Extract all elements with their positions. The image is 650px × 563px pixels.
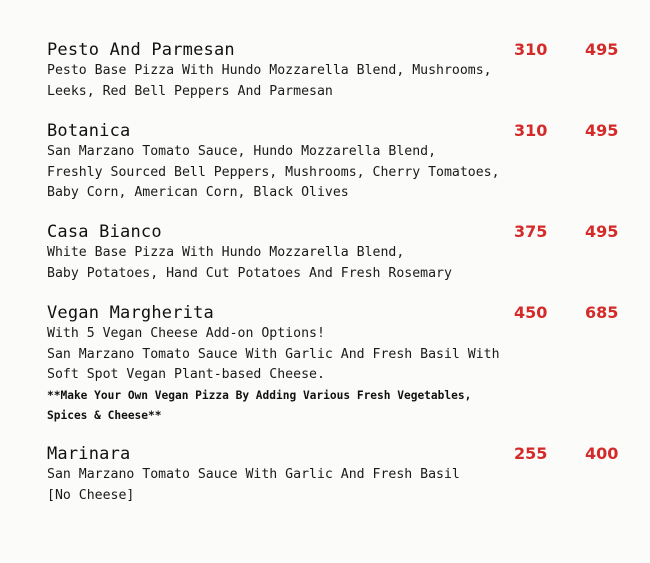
price-large: 400 xyxy=(585,444,619,463)
item-description-line: San Marzano Tomato Sauce With Garlic And Fresh Basil With xyxy=(47,346,500,362)
item-description-line: Freshly Sourced Bell Peppers, Mushrooms, Cherry Tomatoes, xyxy=(47,164,500,180)
item-name: Marinara xyxy=(47,444,131,464)
item-description-line: [No Cheese] xyxy=(47,487,135,503)
menu-item-marinara xyxy=(47,443,637,506)
item-description-line: Soft Spot Vegan Plant-based Cheese. xyxy=(47,367,325,382)
price-large: 495 xyxy=(585,40,619,59)
item-name: Vegan Margherita xyxy=(47,303,214,323)
item-description-line: White Base Pizza With Hundo Mozzarella Blend, xyxy=(47,245,405,260)
price-regular: 450 xyxy=(514,303,548,322)
price-large: 495 xyxy=(585,222,619,241)
menu-item-casa-bianco xyxy=(47,221,637,284)
price-regular: 375 xyxy=(514,222,548,241)
menu-item-vegan-margherita xyxy=(47,302,637,426)
item-description-line: With 5 Vegan Cheese Add-on Options! xyxy=(47,326,325,341)
item-note-line: **Make Your Own Vegan Pizza By Adding Various Fresh Vegetables, xyxy=(47,388,472,402)
menu-item-botanica xyxy=(47,120,637,204)
item-description-line: San Marzano Tomato Sauce, Hundo Mozzarella Blend, xyxy=(47,144,437,159)
item-description-line: Pesto Base Pizza With Hundo Mozzarella Blend, Mushrooms, xyxy=(47,63,492,78)
item-name: Casa Bianco xyxy=(47,222,162,242)
price-regular: 310 xyxy=(514,121,548,140)
item-name: Botanica xyxy=(47,121,131,141)
item-description-line: Baby Corn, American Corn, Black Olives xyxy=(47,185,349,200)
item-description-line: Leeks, Red Bell Peppers And Parmesan xyxy=(47,83,333,99)
price-large: 495 xyxy=(585,121,619,140)
item-description-line: Baby Potatoes, Hand Cut Potatoes And Fresh Rosemary xyxy=(47,265,452,281)
price-large: 685 xyxy=(585,303,619,322)
menu-item-pesto-and-parmesan xyxy=(47,39,637,102)
item-description-line: San Marzano Tomato Sauce With Garlic And Fresh Basil xyxy=(47,467,460,482)
item-note-line: Spices & Cheese** xyxy=(47,408,162,422)
item-name: Pesto And Parmesan xyxy=(47,40,235,60)
price-regular: 310 xyxy=(514,40,548,59)
price-regular: 255 xyxy=(514,444,548,463)
